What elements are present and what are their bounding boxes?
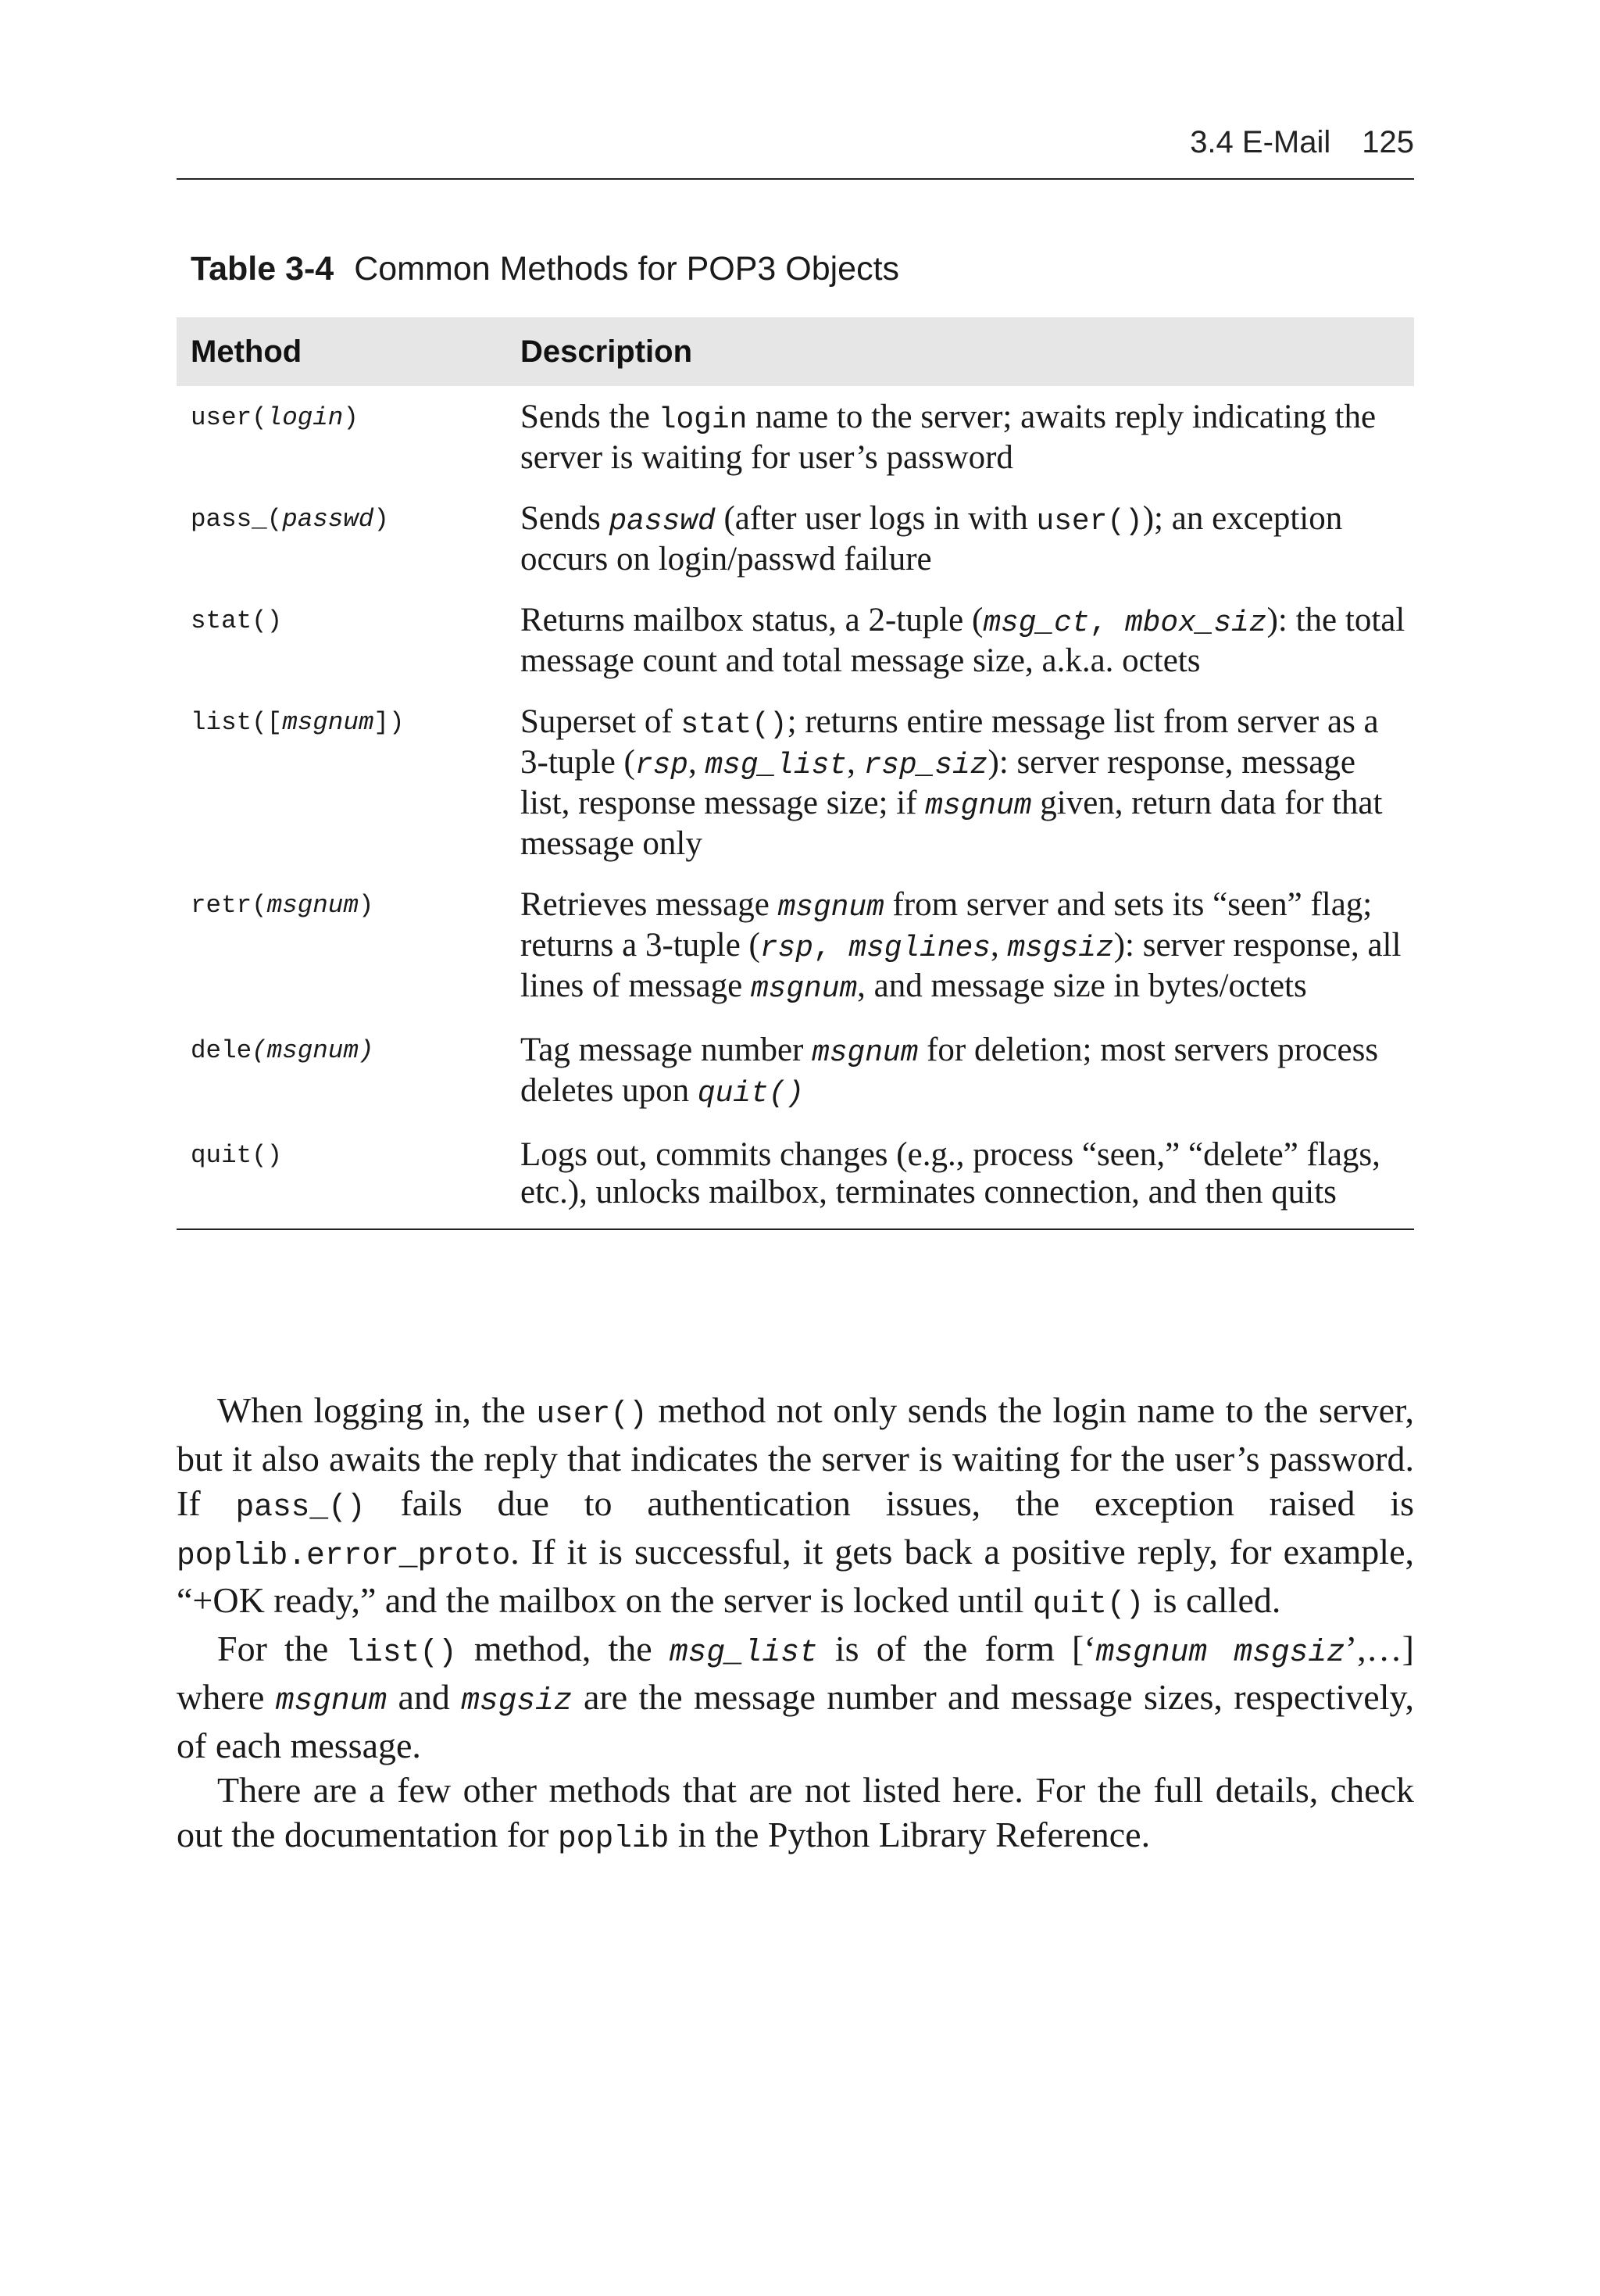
text-run: (after user logs in with (715, 500, 1037, 537)
code-run: pass_( (191, 505, 283, 534)
code-run: msgsiz (461, 1683, 573, 1718)
table-row (177, 691, 1414, 874)
text-run: For the (217, 1629, 346, 1668)
text-run: Retrieves message (520, 886, 778, 923)
text-run: method, the (456, 1629, 670, 1668)
method-cell (177, 691, 509, 874)
code-run: quit() (191, 1141, 283, 1170)
code-run: poplib (558, 1821, 670, 1856)
description-cell (509, 386, 1414, 488)
method-cell (177, 386, 509, 488)
pop3-methods-table (177, 317, 1414, 1230)
code-run: stat() (680, 708, 788, 742)
code-run: poplib.error_proto (177, 1538, 511, 1573)
code-run: msgnum msgsiz (1095, 1635, 1345, 1670)
code-run: msgnum (812, 1036, 919, 1070)
code-run: login (266, 403, 344, 432)
code-run: passwd (282, 505, 374, 534)
description-cell (509, 874, 1414, 1019)
code-run: (msgnum) (252, 1036, 374, 1065)
text-run: ’,…] where (177, 1629, 1414, 1717)
code-run: rsp (759, 932, 813, 965)
code-run: list([ (191, 708, 283, 737)
code-run: ) (373, 505, 389, 534)
text-run: is called. (1144, 1580, 1281, 1620)
column-header-method: Method (177, 317, 509, 386)
code-run: quit() (1032, 1586, 1145, 1622)
code-run: rsp_siz (863, 749, 988, 782)
code-run: dele (191, 1036, 252, 1065)
code-run: msgnum (266, 891, 359, 920)
code-run: ) (343, 403, 359, 432)
text-run: from server and sets its “seen” flag; returns a 3-tuple ( (520, 886, 1373, 964)
text-run: , (688, 744, 705, 781)
description-cell (509, 691, 1414, 874)
text-run: for deletion; most servers process deletes upon (520, 1032, 1379, 1109)
text-run: Superset of (520, 703, 681, 740)
table-row (177, 1124, 1414, 1229)
table-caption (191, 249, 899, 289)
description-cell (509, 1124, 1414, 1229)
text-run: , and message size in bytes/octets (857, 967, 1307, 1004)
code-run: msgnum (750, 972, 858, 1006)
text-run: ): the total message count and total message size, a.k.a. octets (520, 602, 1405, 679)
code-run: passwd (609, 505, 716, 538)
method-cell (177, 1019, 509, 1124)
code-run: user( (191, 403, 267, 432)
text-run: Tag message number (520, 1032, 812, 1068)
method-cell (177, 488, 509, 589)
text-run: Logs out, commits changes (e.g., process “seen,” “delete” flags, etc.), unlocks mailbox, terminates connection, and then quits (520, 1136, 1380, 1211)
code-run: user() (1036, 505, 1143, 538)
description-cell (509, 488, 1414, 589)
method-cell (177, 874, 509, 1019)
table-label: Table 3-4 (191, 250, 334, 288)
code-run: ]) (373, 708, 405, 737)
code-run: msgnum (275, 1683, 388, 1718)
code-run: msgnum (925, 789, 1032, 823)
text-run: Returns mailbox status, a 2-tuple ( (520, 602, 984, 638)
code-run: login (658, 403, 748, 437)
body-paragraph (177, 1388, 1414, 1626)
text-run: given, return data for that message only (520, 785, 1383, 862)
text-run: are the message number and message sizes, respectively, of each message. (177, 1677, 1414, 1765)
table-header-row (177, 317, 1414, 386)
code-run: msg_list (669, 1635, 818, 1670)
code-run: msg_list (705, 749, 848, 782)
code-run: retr( (191, 891, 267, 920)
text-run: , (847, 744, 864, 781)
column-header-description: Description (509, 317, 1414, 386)
code-run: ) (358, 891, 374, 920)
book-page (177, 0, 1414, 2296)
code-run: , (1089, 606, 1125, 640)
code-run: pass_() (235, 1490, 366, 1525)
code-run: msgnum (282, 708, 374, 737)
method-cell (177, 1124, 509, 1229)
text-run: is of the form [‘ (817, 1629, 1096, 1668)
text-run: method not only sends the login name to the server, but it also awaits the reply that indicates the server is waiting for the user’s password. If (177, 1390, 1414, 1523)
code-run: , (812, 932, 849, 965)
code-run: list() (345, 1635, 457, 1670)
text-run: , (990, 927, 1008, 964)
code-run: stat() (191, 606, 283, 635)
code-run: quit() (697, 1077, 805, 1110)
section-title: 3.4 E-Mail (1190, 125, 1331, 159)
text-run: fails due to authentication issues, the exception raised is (365, 1483, 1415, 1523)
running-head (1190, 123, 1414, 161)
text-run: ): server response, all lines of message (520, 927, 1402, 1004)
body-text (177, 1388, 1414, 1861)
code-run: mbox_siz (1124, 606, 1267, 640)
body-paragraph (177, 1626, 1414, 1768)
table-row (177, 874, 1414, 1019)
table-title: Common Methods for POP3 Objects (354, 250, 900, 288)
text-run: When logging in, the (217, 1390, 537, 1430)
page-number: 125 (1362, 125, 1414, 159)
body-paragraph (177, 1768, 1414, 1861)
text-run: . If it is successful, it gets back a positive reply, for example, “+OK ready,” and the mailbox on the server is locked until (177, 1532, 1414, 1620)
text-run: in the Python Library Reference. (669, 1815, 1151, 1854)
table-row (177, 1019, 1414, 1124)
code-run: rsp (634, 749, 688, 782)
header-rule (177, 178, 1414, 180)
text-run: ); an exception occurs on login/passwd failure (520, 500, 1343, 578)
code-run: msg_ct (983, 606, 1090, 640)
table-body (177, 386, 1414, 1229)
text-run: There are a few other methods that are not listed here. For the full details, check out the documentation for (177, 1770, 1414, 1854)
code-run: msglines (848, 932, 991, 965)
table-row (177, 589, 1414, 691)
table-row (177, 488, 1414, 589)
method-cell (177, 589, 509, 691)
text-run: ; returns entire message list from server as a 3-tuple ( (520, 703, 1379, 781)
text-run: and (387, 1677, 462, 1717)
code-run: msgnum (777, 891, 884, 924)
description-cell (509, 589, 1414, 691)
text-run: name to the server; awaits reply indicating the server is waiting for user’s password (520, 399, 1377, 476)
code-run: msgsiz (1007, 932, 1114, 965)
text-run: Sends (520, 500, 609, 537)
table-row (177, 386, 1414, 488)
text-run: Sends the (520, 399, 659, 435)
text-run: ): server response, message list, response message size; if (520, 744, 1355, 821)
code-run: user() (536, 1397, 648, 1432)
description-cell (509, 1019, 1414, 1124)
